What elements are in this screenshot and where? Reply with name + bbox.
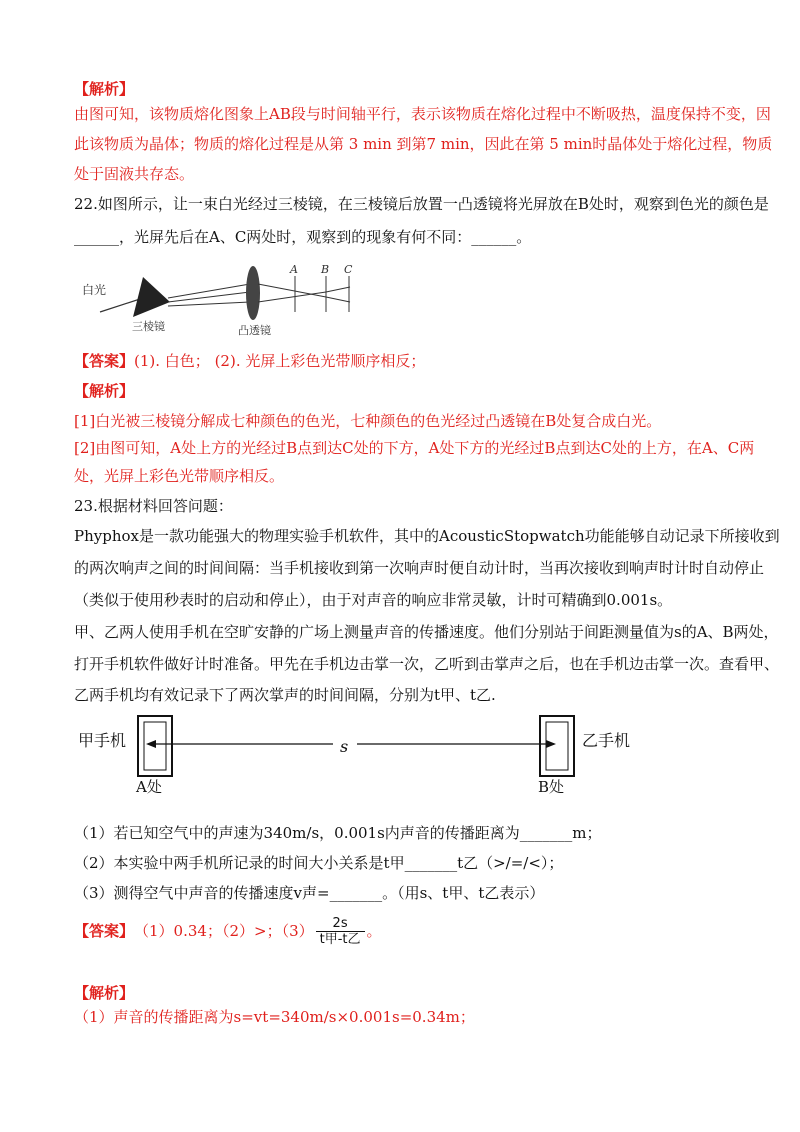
ray — [168, 284, 250, 298]
place-a-label: A处 — [136, 778, 162, 796]
white-light-label: 白光 — [82, 283, 107, 297]
question-23-title: 23.根据材料回答问题： — [74, 497, 233, 515]
prism-shape — [133, 277, 170, 317]
sub-question-2: （2）本实验中两手机所记录的时间大小关系是t甲_______t乙（>/=/<）； — [74, 854, 564, 872]
distance-label: s — [340, 737, 349, 756]
prism-lens-figure — [78, 262, 368, 342]
prism-lens-diagram — [78, 262, 368, 342]
analysis-label: 【解析】 — [74, 382, 135, 400]
lens-label: 凸透镜 — [238, 324, 271, 337]
phones-diagram — [78, 712, 638, 797]
ray — [258, 292, 326, 302]
answer-end: 。 — [366, 922, 382, 940]
answer-text: (1). 白色； (2). 光屏上彩色光带顺序相反； — [134, 352, 426, 370]
analysis-label: 【解析】 — [74, 984, 135, 1002]
material-line: 的两次响声之间的时间间隔：当手机接收到第一次响声时便自动计时，当再次接收到响声时计时自动停止 — [74, 559, 765, 577]
answer-row — [74, 350, 734, 372]
analysis-line: 处，光屏上彩色光带顺序相反。 — [74, 467, 285, 485]
arrow-left-icon — [146, 740, 156, 748]
ray — [258, 284, 326, 297]
ray — [168, 292, 250, 302]
convex-lens-shape — [246, 266, 260, 320]
white-light-ray — [100, 299, 140, 312]
phone-b-icon — [540, 716, 574, 776]
answer-label: 【答案】 — [74, 922, 135, 940]
material-line: 打开手机软件做好计时准备。甲先在手机边击掌一次，乙听到击掌声之后，也在手机边击掌一次。查看甲、 — [74, 655, 780, 673]
phones-figure — [78, 712, 638, 797]
prism-label: 三棱镜 — [132, 320, 165, 333]
analysis-label: 【解析】 — [74, 80, 135, 98]
phone-a-label: 甲手机 — [78, 731, 127, 750]
material-line: Phyphox是一款功能强大的物理实验手机软件，其中的AcousticStopwatch功能能够自动记录下所接收到 — [74, 527, 780, 545]
answer-label: 【答案】 — [74, 352, 135, 370]
analysis-line: [1]白光被三棱镜分解成七种颜色的色光，七种颜色的色光经过凸透镜在B处复合成白光。 — [74, 412, 662, 430]
ray — [168, 302, 250, 306]
analysis-line: 由图可知，该物质熔化图象上AB段与时间轴平行，表示该物质在熔化过程中不断吸热，温度保持不变，因 — [74, 105, 771, 123]
fraction-numerator: 2s — [332, 915, 348, 931]
fraction-denominator: t甲-t乙 — [316, 931, 365, 947]
analysis-line: 处于固液共存态。 — [74, 165, 195, 183]
analysis-line: 此该物质为晶体；物质的熔化过程是从第 3 min 到第7 min，因此在第 5 min时晶体处于熔化过程，物质 — [74, 135, 773, 153]
label-c: C — [344, 263, 353, 276]
answer-row — [74, 914, 734, 948]
material-line: 甲、乙两人使用手机在空旷安静的广场上测量声音的传播速度。他们分别站于间距测量值为s的A、B两处， — [74, 623, 779, 641]
ray — [326, 297, 350, 302]
sub-question-1: （1）若已知空气中的声速为340m/s，0.001s内声音的传播距离为_______m； — [74, 824, 602, 842]
phone-b-label: 乙手机 — [582, 731, 631, 750]
label-b: B — [321, 263, 330, 276]
ray — [326, 287, 350, 292]
arrow-right-icon — [546, 740, 556, 748]
material-line: 乙两手机均有效记录下了两次掌声的时间间隔，分别为t甲、t乙. — [74, 686, 496, 704]
answer-fraction — [316, 916, 365, 947]
place-b-label: B处 — [538, 778, 565, 796]
question-22-text: ______，光屏先后在A、C两处时，观察到的现象有何不同：______。 — [74, 228, 532, 246]
answer-text: （1）0.34；（2）>；（3） — [134, 922, 314, 940]
analysis-line: [2]由图可知，A处上方的光经过B点到达C处的下方，A处下方的光经过B点到达C处的上方，在A、C两 — [74, 439, 755, 457]
material-line: （类似于使用秒表时的启动和停止），由于对声音的响应非常灵敏，计时可精确到0.001s。 — [74, 591, 673, 609]
label-a: A — [290, 263, 298, 276]
analysis-line: （1）声音的传播距离为s=vt=340m/s×0.001s=0.34m； — [74, 1008, 475, 1026]
question-22-text: 22.如图所示，让一束白光经过三棱镜，在三棱镜后放置一凸透镜将光屏放在B处时，观察到色光的颜色是 — [74, 195, 769, 213]
sub-question-3: （3）测得空气中声音的传播速度v声=_______。（用s、t甲、t乙表示） — [74, 884, 545, 902]
